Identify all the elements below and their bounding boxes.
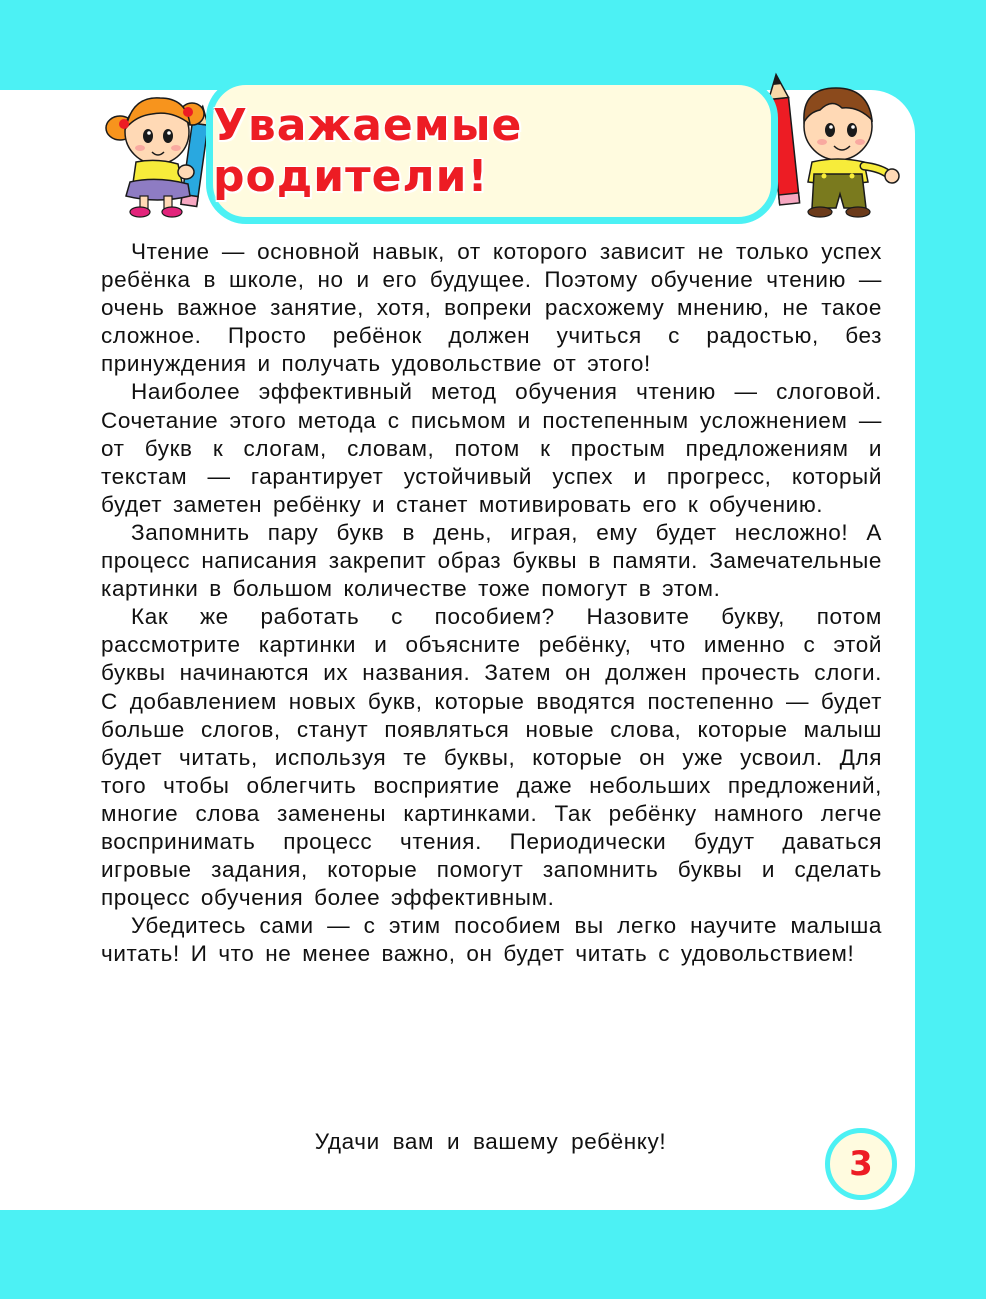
page-number-badge	[825, 1128, 897, 1200]
boy-with-pencil-illustration	[762, 70, 902, 222]
girl-with-pencil-illustration	[102, 84, 222, 218]
page-number: 3	[849, 1144, 873, 1184]
paragraph: Как же работать с пособием? Назовите букву, потом рассмотрите картинки и объясните ребёнку, что именно с этой буквы начинаются их названия. Затем он должен прочесть слоги. С добавлением новых букв, которые вводятся постепенно — будет больше слогов, станут появляться новые слова, которые малыш будет читать, используя те буквы, которые он уже усвоил. Для того чтобы облегчить восприятие даже небольших предложений, многие слова заменены картинками. Так ребёнку намного легче воспринимать процесс чтения. Периодически будут даваться игровые задания, которые помогут запомнить буквы и сделать процесс обучения более эффективным.	[101, 604, 882, 911]
paragraph: Чтение — основной навык, от которого зависит не только успех ребёнка в школе, но и его будущее. Поэтому обучение чтению — очень важное занятие, хотя, вопреки расхожему мнению, не такое сложное. Просто ребёнок должен учиться с радостью, без принуждения и получать удовольствие от этого!	[101, 239, 882, 377]
paragraph: Убедитесь сами — с этим пособием вы легко научите малыша читать! И что не менее важно, он будет читать с удовольствием!	[101, 913, 882, 967]
body-text	[101, 238, 882, 968]
title-banner	[206, 78, 778, 224]
page-title: Уважаемые родители!	[213, 100, 523, 202]
closing-line: Удачи вам и вашему ребёнку!	[314, 1129, 667, 1154]
paragraph: Запомнить пару букв в день, играя, ему будет несложно! А процесс написания закрепит образ буквы в памяти. Замечательные картинки в большом количестве тоже помогут в этом.	[101, 519, 882, 602]
paragraph: Наиболее эффективный метод обучения чтению — слоговой. Сочетание этого метода с письмом и постепенным усложнением — от букв к слогам, словам, потом к простым предложениям и текстам — гарантирует устойчивый успех и прогресс, который будет заметен ребёнку и станет мотивировать его к обучению.	[101, 379, 882, 517]
